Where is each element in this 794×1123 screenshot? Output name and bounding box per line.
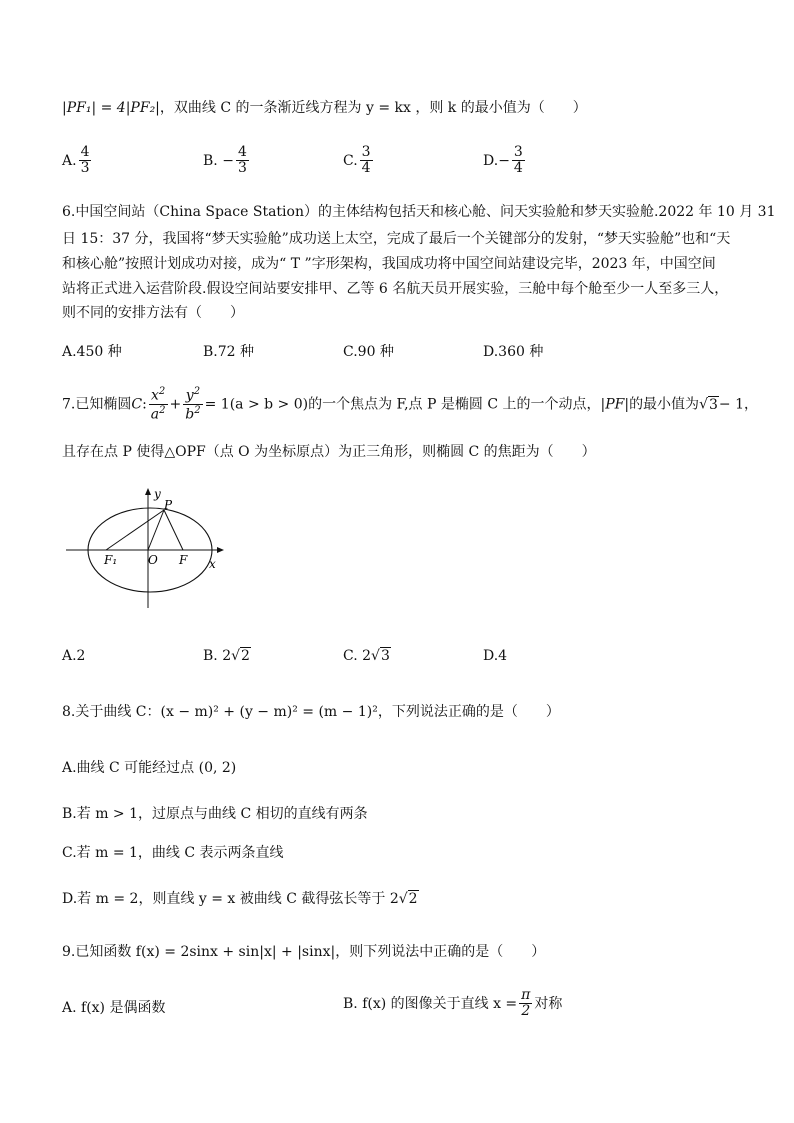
q7-c: C <box>131 396 143 413</box>
q6-option-d: D.360 种 <box>483 344 544 360</box>
fraction <box>360 145 373 177</box>
numerator: 3 <box>361 144 371 160</box>
option-label: C. 2 <box>343 648 372 664</box>
numerator: π <box>521 987 531 1003</box>
q7-mid: 的一个焦点为 F,点 P 是椭圆 C 上的一个动点， <box>308 396 601 413</box>
label-x: x <box>209 557 216 571</box>
q5-text: ，双曲线 C 的一条渐近线方程为 y = kx ，则 k 的最小值为（ ） <box>159 100 587 116</box>
denominator: 2 <box>521 1003 531 1020</box>
q9-option-a: A. f(x) 是偶函数 <box>62 1000 166 1016</box>
fraction <box>512 145 525 177</box>
sqrt-value: 2 <box>408 891 418 907</box>
q7-prefix: 7.已知椭圆 <box>62 396 132 413</box>
q7-sqrt: 3 <box>708 396 718 413</box>
q6-line-5: 则不同的安排方法有（ ） <box>62 305 244 321</box>
denominator: 3 <box>80 160 90 177</box>
q7-eq-tail: = 1(a > b > 0) <box>204 396 309 413</box>
q7-abs-pf: |PF| <box>600 396 630 413</box>
option-sign: − <box>222 152 234 169</box>
numerator: 4 <box>237 144 247 160</box>
sqrt-value: 2 <box>241 648 250 664</box>
q7-option-b: B. 2√2 <box>203 648 250 664</box>
option-label: B. 2 <box>203 648 232 664</box>
q7-stem: 7.已知椭圆C: $\frac{x^2}{a^2}$ + $\frac{y^2}{b^2}$ = 1(a > b > 0)的一个焦点为 F,点 P 是椭圆 C 上的一个动点，|PF|的最小值为√3− 1， <box>62 386 758 423</box>
fraction <box>79 145 92 177</box>
option-label: B. <box>203 152 218 169</box>
option-label: D. <box>483 152 499 169</box>
ellipse-figure <box>62 482 232 612</box>
label-y: y <box>154 487 161 501</box>
q5-option-a <box>62 145 93 177</box>
q6-line-2: 日 15：37 分，我国将“梦天实验舱”成功送上太空，完成了最后一个关键部分的发射，“梦天实验舱”也和“天 <box>62 231 731 247</box>
q7-frac-x: $\frac{x^2}{a^2}$ <box>150 386 166 423</box>
label-f1: F₁ <box>104 553 118 567</box>
q9-b-text: B. f(x) 的图像关于直线 x = <box>343 995 518 1012</box>
q7-frac-y: $\frac{y^2}{b^2}$ <box>185 386 201 423</box>
q7-line-2: 且存在点 P 使得△OPF（点 O 为坐标原点）为正三角形，则椭圆 C 的焦距为（ ） <box>62 444 596 460</box>
q5-condition <box>62 97 587 117</box>
q5-option-d <box>483 145 527 177</box>
denominator: 4 <box>361 160 371 177</box>
sqrt-value: 3 <box>380 648 390 664</box>
q9-option-b <box>343 988 562 1020</box>
q9-stem: 9.已知函数 f(x) = 2sinx + sin|x| + |sinx|，则下列说法中正确的是（ ） <box>62 944 546 960</box>
q5-option-b <box>203 145 251 177</box>
fraction <box>236 145 249 177</box>
q7-option-c: C. 2√3 <box>343 648 390 664</box>
q6-line-4: 站将正式进入运营阶段.假设空间站要安排甲、乙等 6 名航天员开展实验，三舱中每个舱至少一人至多三人， <box>62 281 729 297</box>
q7-option-d: D.4 <box>483 648 508 664</box>
q8-d-text: D.若 m = 2，则直线 y = x 被曲线 C 截得弦长等于 2 <box>62 891 399 907</box>
q7-min-text: 的最小值为 <box>629 396 700 413</box>
denominator: 4 <box>513 160 523 177</box>
option-label: A. <box>62 152 77 169</box>
q5-option-c <box>343 145 375 177</box>
q6-option-a: A.450 种 <box>62 344 122 360</box>
segment-pf <box>164 510 183 550</box>
q7-minus-one: − 1， <box>718 396 758 413</box>
numerator: 3 <box>513 144 523 160</box>
q5-abs-eq: |PF₁| = 4|PF₂| <box>62 100 160 116</box>
q8-stem: 8.关于曲线 C：(x − m)² + (y − m)² = (m − 1)²，下列说法正确的是（ ） <box>62 704 560 720</box>
q8-option-c: C.若 m = 1，曲线 C 表示两条直线 <box>62 845 284 861</box>
q7-option-a: A.2 <box>62 648 86 664</box>
option-sign: − <box>498 152 510 169</box>
q6-line-1: 6.中国空间站（China Space Station）的主体结构包括天和核心舱、问天实验舱和梦天实验舱.2022 年 10 月 31 <box>62 204 776 220</box>
numerator: 4 <box>80 144 90 160</box>
label-f: F <box>179 553 188 567</box>
label-o: O <box>148 553 158 567</box>
q8-option-b: B.若 m > 1，过原点与曲线 C 相切的直线有两条 <box>62 806 368 822</box>
q8-option-a: A.曲线 C 可能经过点 (0, 2) <box>62 760 237 776</box>
q6-option-b: B.72 种 <box>203 344 255 360</box>
q6-line-3: 和核心舱”按照计划成功对接，成为“ T ”字形架构，我国成功将中国空间站建设完毕，2023 年，中国空间 <box>62 256 716 272</box>
x-axis-arrow <box>217 547 224 553</box>
q8-option-d: D.若 m = 2，则直线 y = x 被曲线 C 截得弦长等于 2√2 <box>62 891 418 907</box>
fraction <box>519 988 532 1020</box>
option-label: C. <box>343 152 358 169</box>
denominator: 3 <box>237 160 247 177</box>
y-axis-arrow <box>145 488 151 495</box>
label-p: P <box>164 498 173 512</box>
q9-b-post: 对称 <box>534 995 563 1012</box>
q6-option-c: C.90 种 <box>343 344 394 360</box>
